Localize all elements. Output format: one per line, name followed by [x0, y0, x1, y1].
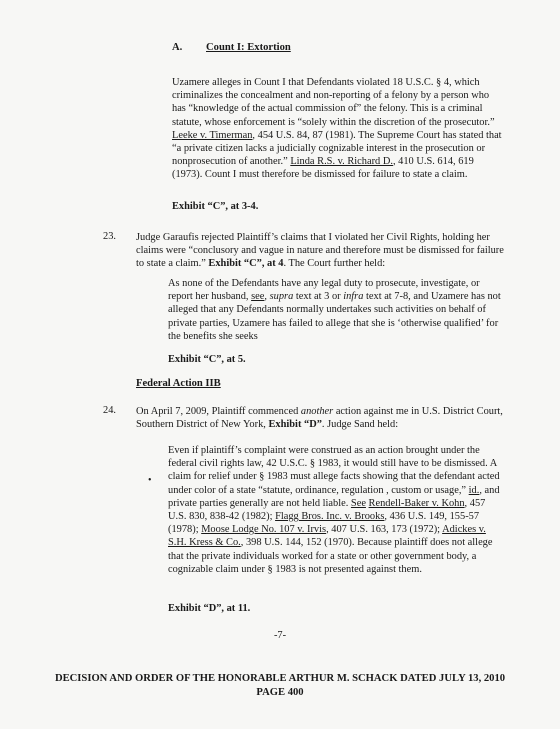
case-citation: Leeke v. Timerman [172, 129, 253, 141]
margin-mark: • [148, 475, 152, 486]
exhibit-citation: Exhibit “C”, at 3-4. [172, 201, 259, 212]
case-citation: Flagg Bros. Inc. v. Brooks [275, 511, 385, 523]
section-letter: A. [172, 42, 183, 53]
exhibit-citation: Exhibit “C”, at 5. [168, 354, 246, 365]
exhibit-citation: Exhibit “D”, at 11. [168, 603, 251, 614]
page-number: -7- [273, 630, 287, 641]
paragraph-24: On April 7, 2009, Plaintiff commenced another action against me in U.S. District Court, Southern District of New York, Exhibit “D”. Judge Sand held: [136, 406, 503, 431]
footer-line-2: PAGE 400 [256, 687, 304, 698]
block-quote-para-23: As none of the Defendants have any legal duty to prosecute, investigate, or report her husband, see, supra text at 3 or infra text at 7-8, and Uzamere has not alleged that any Defendants normally undertakes such activities on behalf of private parties, Uzamere has failed to allege that she is ‘otherwise qualified’ for the benefits she seeks [168, 278, 501, 342]
block-quote-count-i: Uzamere alleges in Count I that Defendants violated 18 U.S.C. § 4, which criminalizes the concealment and non-reporting of a felony by a person who has “knowledge of the actual commission of” the felony. This is a criminal statute, whose enforcement is “solely within the discretion of the prosecutor.” Leeke v. Timerman, 454 U.S. 84, 87 (1981). The Supreme Court has stated that “a private citizen lacks a judicially cognizable interest in the prosecution or nonprosecution of another.” Linda R.S. v. Richard D., 410 U.S. 614, 619 (1973). Count I must therefore be dismissed for failure to state a claim. [172, 77, 502, 181]
block-quote-para-24: Even if plaintiff’s complaint were construed as an action brought under the federal civil rights law, 42 U.S.C. § 1983, it would still have to be dismissed. A claim for relief under § 1983 must allege facts showing that the defendant acted under color of a state “statute, ordinance, regulation , custom or usage,” id., and private parties generally are not held liable. See Rendell-Baker v. Kohn, 457 U.S. 830, 838-42 (1982); Flagg Bros. Inc. v. Brooks, 436 U.S. 149, 155-57 (1978); Moose Lodge No. 107 v. Irvis, 407 U.S. 163, 173 (1972); Adickes v. S.H. Kress & Co., 398 U.S. 144, 152 (1970). Because plaintiff does not allege that the private individuals worked for a state or other government body, a cognizable claim under § 1983 is not presented against them. [168, 445, 500, 575]
case-citation: Adickes v. S.H. Kress & Co. [168, 524, 486, 549]
paragraph-number: 24. [103, 405, 116, 416]
section-title: Count I: Extortion [206, 42, 291, 53]
paragraph-23: Judge Garaufis rejected Plaintiff’s claims that I violated her Civil Rights, holding her claims were “conclusory and vague in nature and therefore must be dismissed for failure to state a claim.” Exhibit “C”, at 4. The Court further held: [136, 232, 504, 270]
footer-line-1: DECISION AND ORDER OF THE HONORABLE ARTHUR M. SCHACK DATED JULY 13, 2010 [54, 673, 506, 684]
case-citation: Linda R.S. v. Richard D. [290, 156, 393, 168]
section-heading: Federal Action IIB [136, 378, 221, 389]
case-citation: Rendell-Baker v. Kohn [368, 497, 465, 509]
case-citation: Moose Lodge No. 107 v. Irvis [201, 524, 327, 536]
paragraph-number: 23. [103, 231, 116, 242]
